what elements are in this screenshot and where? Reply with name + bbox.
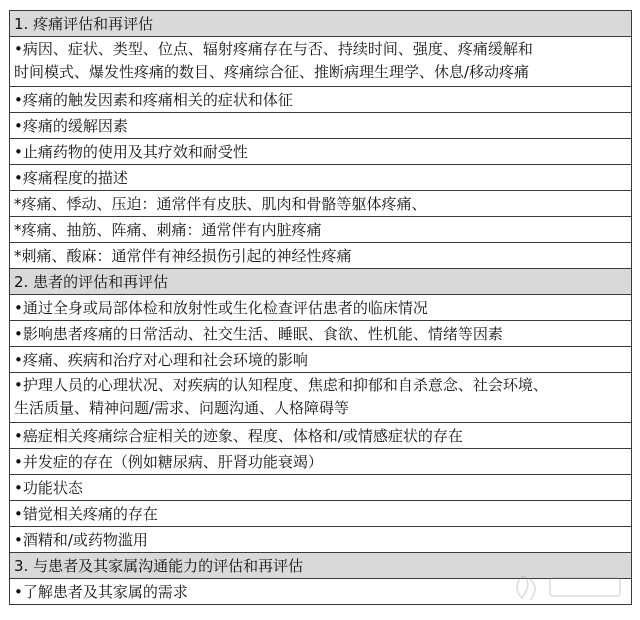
list-item-line: 时间模式、爆发性疼痛的数目、疼痛综合征、推断病理生理学、休息/移动疼痛 bbox=[14, 63, 530, 81]
list-item: •了解患者及其家属的需求 bbox=[10, 579, 631, 605]
list-item: •疼痛的触发因素和疼痛相关的症状和体征 bbox=[10, 87, 631, 113]
list-item: •疼痛程度的描述 bbox=[10, 165, 631, 191]
list-item: •错觉相关疼痛的存在 bbox=[10, 501, 631, 527]
section-header: 1. 疼痛评估和再评估 bbox=[10, 11, 631, 37]
list-item bbox=[10, 373, 631, 423]
list-item: •疼痛、疾病和治疗对心理和社会环境的影响 bbox=[10, 347, 631, 373]
list-item: •并发症的存在（例如糖尿病、肝肾功能衰竭） bbox=[10, 449, 631, 475]
list-item-line: •护理人员的心理状况、对疾病的认知程度、焦虑和抑郁和自杀意念、社会环境、 bbox=[14, 376, 548, 394]
list-item: *疼痛、抽筋、阵痛、刺痛：通常伴有内脏疼痛 bbox=[10, 217, 631, 243]
list-item: •酒精和/或药物滥用 bbox=[10, 527, 631, 553]
section-header: 3. 与患者及其家属沟通能力的评估和再评估 bbox=[10, 553, 631, 579]
list-item: •疼痛的缓解因素 bbox=[10, 113, 631, 139]
list-item: *疼痛、悸动、压迫：通常伴有皮肤、肌肉和骨骼等躯体疼痛、 bbox=[10, 191, 631, 217]
list-item: •通过全身或局部体检和放射性或生化检查评估患者的临床情况 bbox=[10, 295, 631, 321]
list-item: •癌症相关疼痛综合症相关的迹象、程度、体格和/或情感症状的存在 bbox=[10, 423, 631, 449]
list-item-line: 生活质量、精神问题/需求、问题沟通、人格障碍等 bbox=[14, 399, 350, 417]
list-item: •止痛药物的使用及其疗效和耐受性 bbox=[10, 139, 631, 165]
list-item: •功能状态 bbox=[10, 475, 631, 501]
list-item: •影响患者疼痛的日常活动、社交生活、睡眠、食欲、性机能、情绪等因素 bbox=[10, 321, 631, 347]
watermark-logo-icon bbox=[506, 570, 626, 606]
section-header: 2. 患者的评估和再评估 bbox=[10, 269, 631, 295]
list-item bbox=[10, 37, 631, 87]
assessment-table bbox=[9, 10, 632, 605]
list-item-line: •病因、症状、类型、位点、辐射疼痛存在与否、持续时间、强度、疼痛缓解和 bbox=[14, 40, 533, 58]
list-item: *刺痛、酸麻：通常伴有神经损伤引起的神经性疼痛 bbox=[10, 243, 631, 269]
